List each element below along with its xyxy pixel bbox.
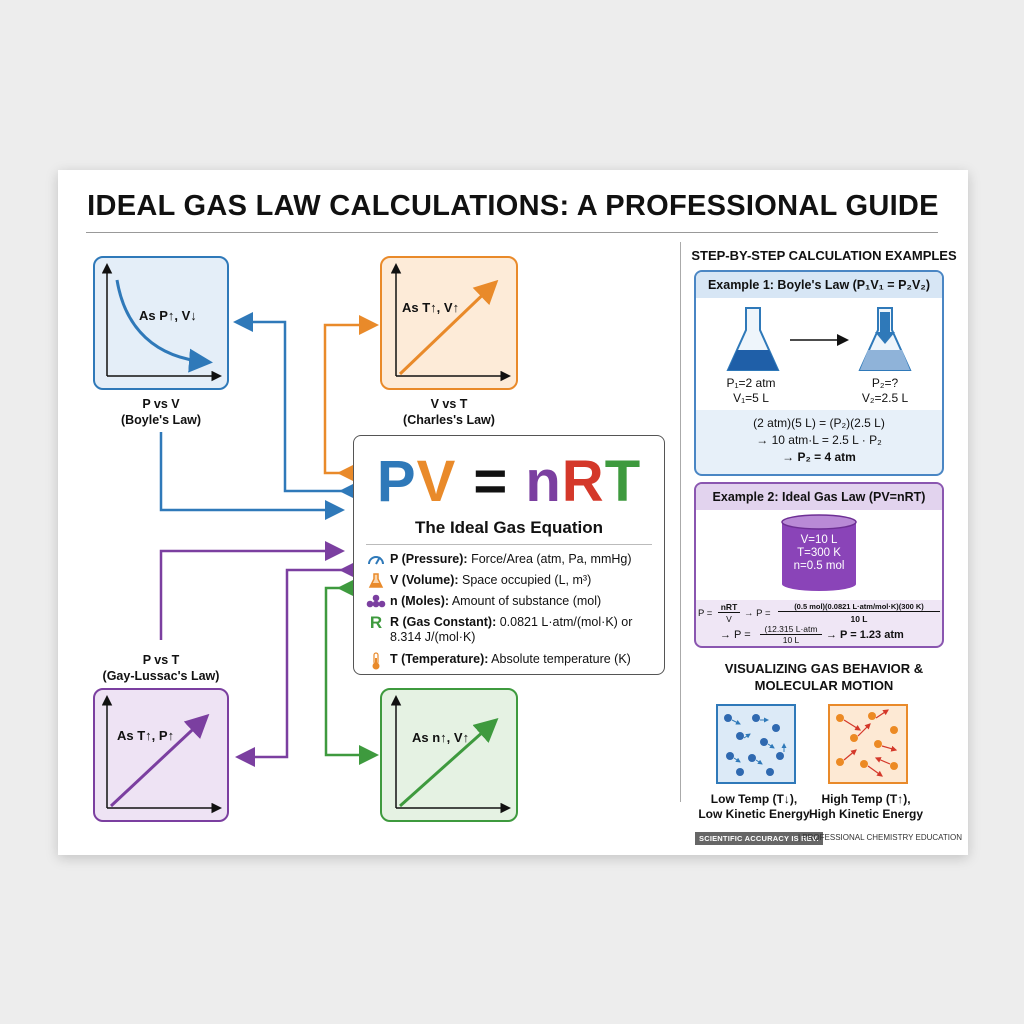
boyle-caption-title: P vs V (142, 397, 180, 411)
example-2-ideal-gas (694, 482, 944, 648)
gay-lussac-graph (93, 688, 229, 822)
f1-num: nRT (718, 602, 740, 613)
charles-caption (380, 396, 518, 428)
f2-num: (12.315 L·atm (760, 624, 822, 635)
example-1-step-1: (2 atm)(5 L) = (P₂)(2.5 L) (753, 416, 885, 430)
avogadro-label: As n↑, V↑ (412, 730, 470, 745)
boyle-graph (93, 256, 229, 390)
f2-arrow: → P = (720, 629, 751, 641)
example-2-diagram (696, 510, 942, 600)
boyle-caption-law: (Boyle's Law) (120, 413, 202, 427)
example-1-v1: V₁=5 L (733, 391, 769, 405)
f1-num2: (0.5 mol)(0.0821 L·atm/mol·K)(300 K) (778, 602, 940, 612)
charles-line (400, 284, 494, 374)
gay-lussac-label: As T↑, P↑ (117, 728, 175, 743)
gay-lussac-arrow-bottom (240, 570, 344, 757)
gay-lussac-caption-title: P vs T (142, 653, 180, 667)
visualizing-heading-line-2: MOLECULAR MOTION (754, 678, 894, 693)
r-letter-icon: R (369, 613, 383, 632)
example-2-volume: V=10 L (800, 534, 838, 546)
boyle-arrow-bottom (161, 432, 340, 510)
example-1-calculation (696, 415, 942, 466)
example-1-p2: P₂=? (871, 376, 899, 390)
example-1-final (850, 376, 920, 406)
infographic-card (58, 170, 968, 855)
molecules-icon (366, 594, 386, 612)
eq-equals: = (456, 449, 526, 514)
equation-subtitle: The Ideal Gas Equation (415, 518, 603, 537)
var-gas-constant-desc: 0.0821 L·atm/(mol·K) or 8.314 J/(mol·K) (390, 615, 633, 644)
example-2-temperature: T=300 K (797, 547, 841, 559)
column-divider (680, 242, 681, 802)
var-temperature-desc: Absolute temperature (K) (488, 652, 631, 666)
eq-n: n (525, 449, 562, 514)
ideal-gas-equation-box (353, 435, 665, 675)
gay-lussac-arrow-top (161, 551, 340, 640)
flask-before-icon (728, 308, 778, 370)
charles-graph (380, 256, 518, 390)
f2-den: 10 L (782, 635, 800, 645)
low-temp-caption-line-1: Low Temp (T↓), (710, 792, 798, 806)
eq-p: P (376, 449, 417, 514)
gauge-icon (366, 552, 386, 570)
var-volume-name: V (Volume): (390, 573, 459, 587)
example-1-heading: Example 1: Boyle's Law (P₁V₁ = P₂V₂) (696, 272, 942, 298)
eq-r: R (561, 449, 605, 514)
example-1-initial (716, 376, 786, 406)
var-volume-desc: Space occupied (L, m³) (458, 573, 592, 587)
var-temperature-name: T (Temperature): (390, 652, 489, 666)
high-temp-caption-line-1: High Temp (T↑), (821, 792, 911, 806)
flask-after-icon (860, 308, 910, 370)
f1-arrow: → P = (744, 608, 771, 619)
boyle-label: As P↑, V↓ (139, 308, 197, 323)
equation-pv-nrt (354, 448, 664, 515)
boyle-arrow-top (238, 322, 344, 491)
var-moles-desc: Amount of substance (mol) (449, 594, 602, 608)
page-title: IDEAL GAS LAW CALCULATIONS: A PROFESSIONAL GUIDE (87, 190, 939, 222)
thermometer-icon (366, 652, 386, 674)
visualizing-heading (680, 660, 968, 694)
cylinder-values (782, 534, 856, 573)
var-pressure-desc: Force/Area (atm, Pa, mmHg) (467, 552, 632, 566)
f1-p: P = (698, 608, 713, 619)
boyle-caption (93, 396, 229, 428)
var-pressure-name: P (Pressure): (390, 552, 468, 566)
high-temp-caption (796, 792, 936, 822)
example-1-p1: P₁=2 atm (726, 376, 776, 390)
example-2-result: → P = 1.23 atm (826, 629, 904, 641)
gay-lussac-caption (93, 652, 229, 684)
charles-caption-title: V vs T (430, 397, 468, 411)
f1-den2: 10 L (850, 614, 868, 624)
low-temp-molecules (716, 704, 796, 784)
footer-tag: SCIENTIFIC ACCURACY IS REV. (695, 832, 823, 845)
visualizing-heading-line-1: VISUALIZING GAS BEHAVIOR & (724, 661, 924, 676)
f1-den: V (726, 614, 732, 624)
high-temp-molecules (828, 704, 908, 784)
gay-lussac-caption-law: (Gay-Lussac's Law) (102, 669, 220, 683)
example-1-v2: V₂=2.5 L (861, 391, 909, 405)
charles-label: As T↑, V↑ (402, 300, 460, 315)
example-1-boyle (694, 270, 944, 476)
eq-v: V (416, 449, 457, 514)
example-1-diagram (696, 298, 942, 410)
flask-icon (366, 573, 386, 593)
low-temp-caption-line-2: Low Kinetic Energy (698, 807, 810, 821)
footer-text: | PROFESSIONAL CHEMISTRY EDUCATION (798, 833, 963, 842)
example-1-step-2: → 10 atm·L = 2.5 L · P₂ (756, 433, 882, 447)
var-gas-constant-name: R (Gas Constant): (390, 615, 497, 629)
avogadro-graph (380, 688, 518, 822)
equation-divider (366, 544, 652, 545)
charles-caption-law: (Charles's Law) (403, 413, 495, 427)
var-moles-name: n (Moles): (390, 594, 450, 608)
eq-t: T (604, 449, 642, 514)
example-2-moles: n=0.5 mol (793, 560, 845, 572)
high-temp-caption-line-2: High Kinetic Energy (808, 807, 924, 821)
steps-heading: STEP-BY-STEP CALCULATION EXAMPLES (691, 248, 957, 263)
example-2-formula-2 (696, 624, 942, 648)
example-1-result: → P₂ = 4 atm (782, 450, 856, 464)
example-2-heading: Example 2: Ideal Gas Law (PV=nRT) (696, 484, 942, 510)
